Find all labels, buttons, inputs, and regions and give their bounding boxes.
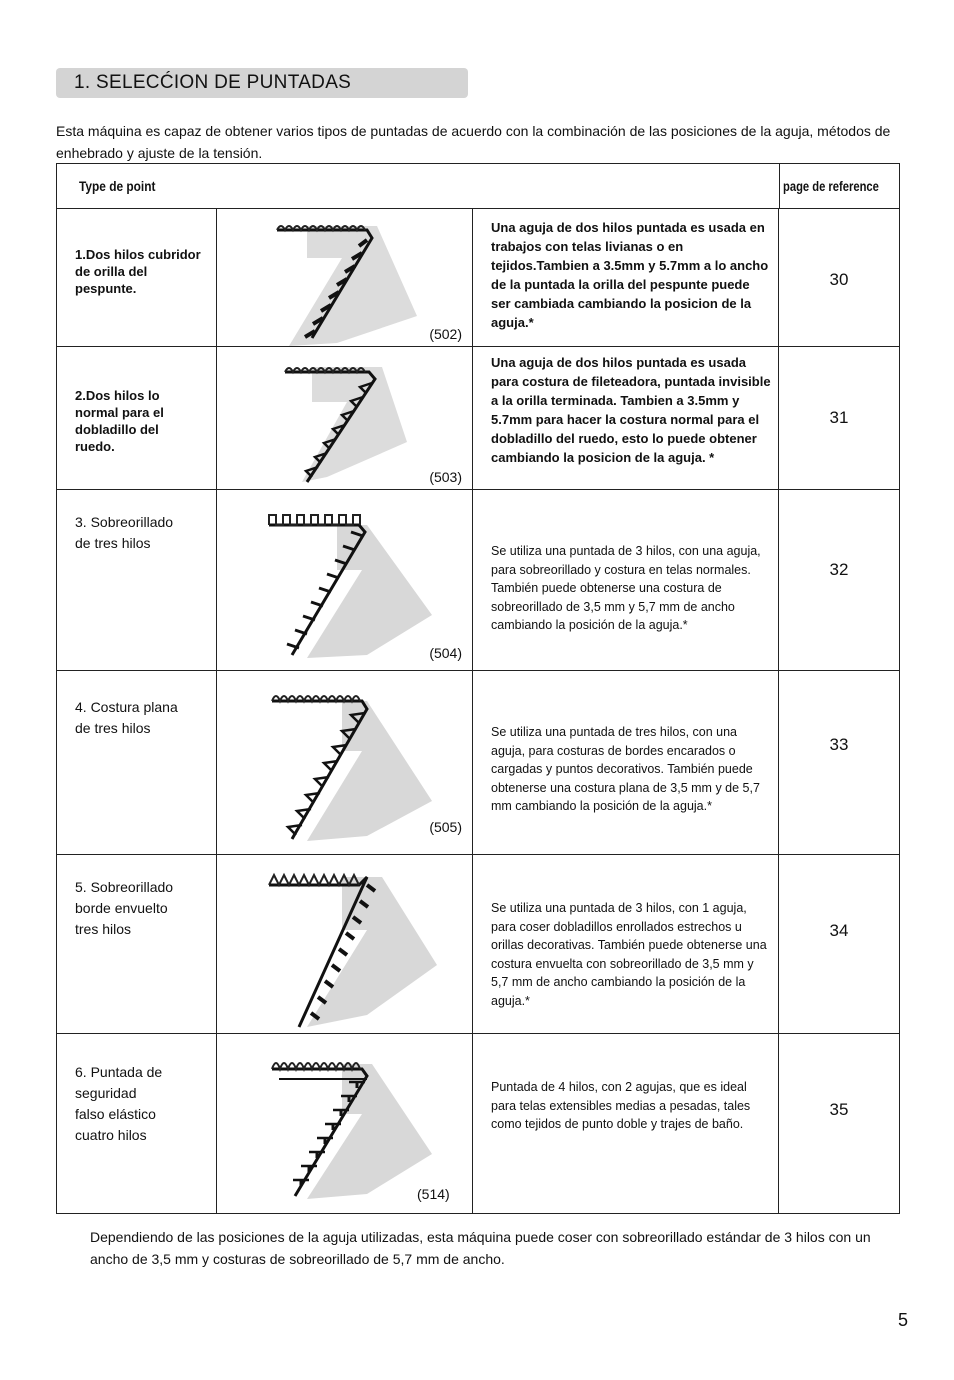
section-title-bar <box>56 68 468 98</box>
stitch-code: (514) <box>417 1186 450 1202</box>
stitch-description: Se utiliza una puntada de 3 hilos, con una aguja, para sobreorillado y costura en telas normales. También puede obtenerse una costura de sobreorillado de 3,5 mm y 5,7 mm de ancho cambiando la posición de la aguja.* <box>491 544 761 632</box>
stitch-diagram-cell <box>217 490 473 670</box>
page-reference: 32 <box>829 560 849 579</box>
stitch-name-cell <box>57 855 217 1033</box>
page-number: 5 <box>898 1310 909 1330</box>
stitch-code: (505) <box>429 819 462 835</box>
stitch-code: (502) <box>429 326 462 342</box>
stitch-name: 1.Dos hilos cubridor de orilla del pespunte. <box>75 247 201 296</box>
stitch-description: Una aguja de dos hilos puntada es usada para costura de fileteadora, puntada invisible a la orilla terminada. Tambien a 3.5mm y 5.7mm para hacer la costura normal para el dobladillo del ruedo, esto lo puede obtener cambiando la posicion de la aguja. * <box>491 355 771 465</box>
stitch-diagram-envuelto <box>217 855 472 1034</box>
footer-paragraph: Dependiendo de las posiciones de la aguja utilizadas, esta máquina puede coser con sobreorillado estándar de 3 hilos con un ancho de 3,5 mm y costuras de sobreorillado de 5,7 mm de ancho. <box>90 1229 871 1267</box>
stitch-description: Se utiliza una puntada de 3 hilos, con 1 aguja, para coser dobladillos enrollados estrechos u orillas decorativas. También puede obtenerse una costura envuelta con sobreorillado de 3,5 mm y 5,7 mm de ancho cambiando la posición de la aguja.* <box>491 901 767 1008</box>
header-page-cell <box>779 164 900 208</box>
stitch-name-cell <box>57 208 217 346</box>
stitch-code: (503) <box>429 469 462 485</box>
stitch-code: (504) <box>429 645 462 661</box>
table-row <box>57 208 899 347</box>
page-reference-cell <box>779 347 899 489</box>
page-reference: 35 <box>829 1100 849 1119</box>
stitch-diagram-cell <box>217 671 473 854</box>
stitch-name-cell <box>57 490 217 670</box>
stitch-name: 5. Sobreorillado borde envuelto tres hilos <box>75 879 174 937</box>
stitch-name: 4. Costura plana de tres hilos <box>75 699 178 736</box>
stitch-description-cell <box>473 347 779 489</box>
section-title: 1. SELECĆION DE PUNTADAS <box>74 72 352 93</box>
stitch-diagram-cell <box>217 855 473 1033</box>
stitch-diagram-cell <box>217 347 473 489</box>
stitch-description: Una aguja de dos hilos puntada es usada en trabajos con telas livianas o en tejidos.Tambien a 3.5mm y 5.7mm a lo ancho de la puntada la orilla del pespunte puede ser cambiada cambiando la posicion de la aguja.* <box>491 220 769 330</box>
stitch-table <box>56 163 900 1214</box>
stitch-description: Se utiliza una puntada de tres hilos, con una aguja, para costuras de bordes encarados o cargadas y puntos decorativos. También puede obtenerse una costura plana de 3,5 mm y de 5,7 mm cambiando la posición de la aguja.* <box>491 725 760 813</box>
table-row <box>57 490 899 671</box>
page-reference-cell <box>779 490 899 670</box>
table-row <box>57 671 899 855</box>
stitch-diagram-cell <box>217 1034 473 1213</box>
stitch-name: 6. Puntada de seguridad falso elástico cuatro hilos <box>75 1064 163 1143</box>
page-reference-cell <box>779 1034 899 1213</box>
stitch-diagram-cell <box>217 208 473 346</box>
page-reference-cell <box>779 855 899 1033</box>
page-reference-cell <box>779 208 899 346</box>
page-reference: 31 <box>829 408 849 427</box>
stitch-description-cell <box>473 855 779 1033</box>
stitch-description-cell <box>473 490 779 670</box>
stitch-description-cell <box>473 1034 779 1213</box>
stitch-name-cell <box>57 1034 217 1213</box>
stitch-name: 3. Sobreorillado de tres hilos <box>75 514 174 551</box>
stitch-description-cell <box>473 671 779 854</box>
stitch-name-cell <box>57 347 217 489</box>
table-row <box>57 855 899 1034</box>
stitch-description: Puntada de 4 hilos, con 2 agujas, que es ideal para telas extensibles medias a pesadas, tales como tejidos de punto doble y trajes de baño. <box>491 1080 751 1131</box>
page-reference: 34 <box>829 921 849 940</box>
header-stitch-type: Type de point <box>79 178 156 194</box>
table-header <box>57 164 899 209</box>
intro-paragraph: Esta máquina es capaz de obtener varios tipos de puntadas de acuerdo con la combinación de las posiciones de la aguja, métodos de enhebrado y ajuste de la tensión. <box>56 123 891 161</box>
header-page-reference: page de reference <box>783 178 879 194</box>
page-reference: 30 <box>829 270 849 289</box>
stitch-description-cell <box>473 208 779 346</box>
stitch-diagram-504 <box>217 490 472 671</box>
stitch-name: 2.Dos hilos lo normal para el dobladillo del ruedo. <box>75 388 164 454</box>
stitch-name-cell <box>57 671 217 854</box>
page-reference: 33 <box>829 735 849 754</box>
table-row <box>57 1034 899 1213</box>
table-row <box>57 347 899 490</box>
page-reference-cell <box>779 671 899 854</box>
